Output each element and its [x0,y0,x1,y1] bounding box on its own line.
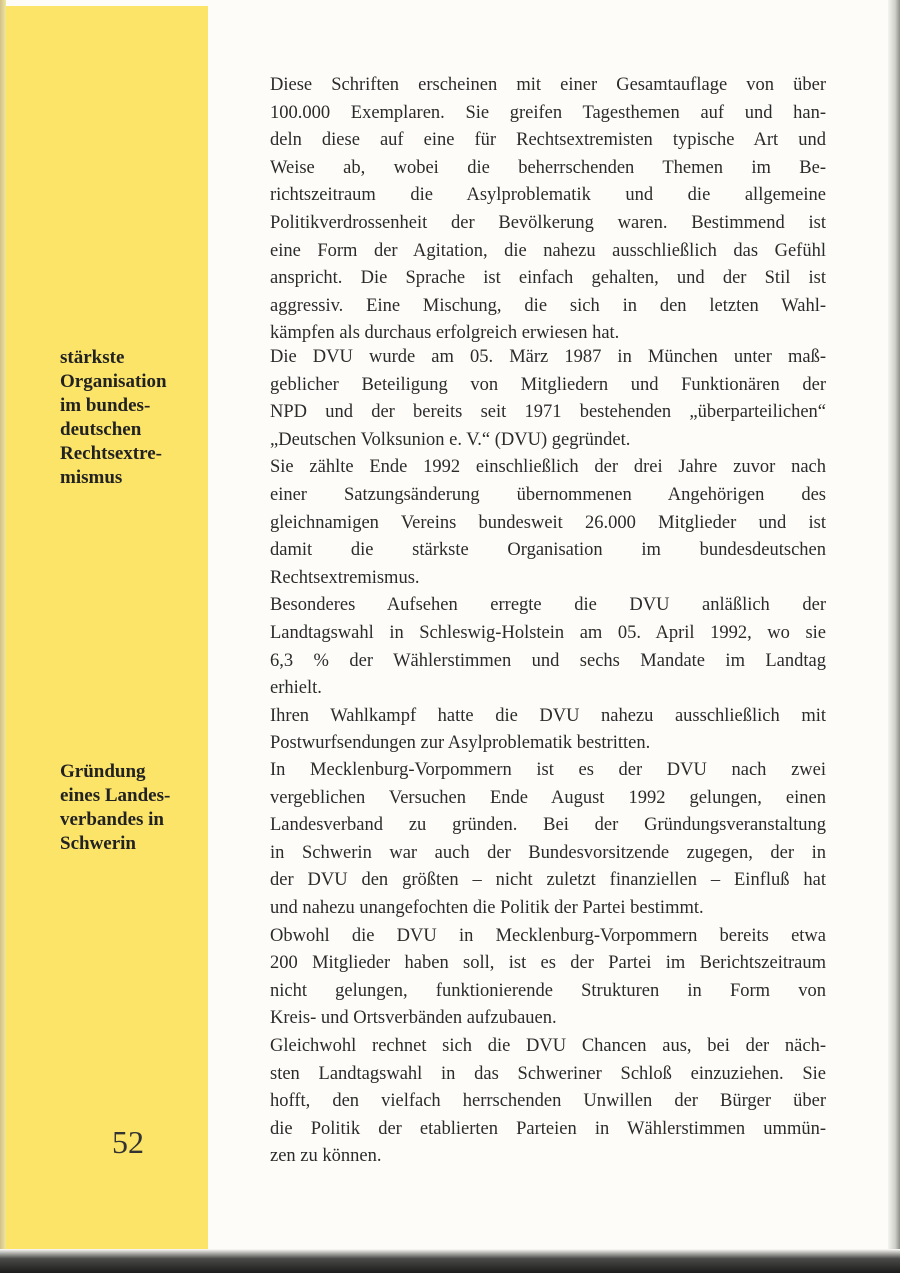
margin-note-line: verbandes in [60,809,164,830]
paragraph [270,1033,826,1171]
text-line: kämpfen als durchaus erfolgreich erwiesen hat. [270,323,620,344]
text-line: hofft, den vielfach herrschenden Unwillen der Bürger über [270,1091,826,1112]
text-line: einer Satzungsänderung übernommenen Angehörigen des [270,484,826,505]
text-line: geblicher Beteiligung von Mitgliedern und Funktionären der [270,374,826,395]
text-line: „Deutschen Volksunion e. V.“ (DVU) gegründet. [270,429,631,450]
text-block-dvu-founding [270,344,826,758]
margin-note-line: stärkste [60,347,125,368]
page-number: 52 [112,1124,144,1160]
text-block-publications [270,72,826,348]
text-block-mecklenburg [270,757,826,1171]
text-line: sten Landtagswahl in das Schweriner Schloß einzuziehen. Sie [270,1063,826,1084]
text-line: Obwohl die DVU in Mecklenburg-Vorpommern bereits etwa [270,925,826,946]
paragraph [270,72,826,348]
text-line: Kreis- und Ortsverbänden aufzubauen. [270,1008,557,1029]
text-line: Ihren Wahlkampf hatte die DVU nahezu ausschließlich mit [270,705,826,726]
margin-note-line: Schwerin [60,833,136,854]
text-line: 6,3 % der Wählerstimmen und sechs Mandate im Landtag [270,650,826,671]
text-line: Gleichwohl rechnet sich die DVU Chancen aus, bei der näch- [270,1035,826,1056]
text-line: Politikverdrossenheit der Bevölkerung waren. Bestimmend ist [270,212,826,233]
page-edge-right [888,0,900,1273]
text-line: zen zu können. [270,1146,382,1167]
margin-note-line: deutschen [60,419,142,440]
text-line: Landesverband zu gründen. Bei der Gründungsveranstaltung [270,815,826,836]
text-line: vergeblichen Versuchen Ende August 1992 gelungen, einen [270,787,826,808]
text-line: 200 Mitglieder haben soll, ist es der Partei im Berichtszeitraum [270,953,826,974]
margin-note-strongest-organisation [60,346,200,490]
margin-note-line: im bundes- [60,395,151,416]
text-line: Besonderes Aufsehen erregte die DVU anläßlich der [270,595,826,616]
text-line: in Schwerin war auch der Bundesvorsitzende zugegen, der in [270,842,826,863]
margin-note-founding-state-association [60,760,200,856]
margin-note-line: Gründung [60,761,146,782]
text-line: 100.000 Exemplaren. Sie greifen Tagesthemen auf und han- [270,102,826,123]
text-line: nicht gelungen, funktionierende Strukturen in Form von [270,980,826,1001]
text-line: der DVU den größten – nicht zuletzt finanziellen – Einfluß hat [270,870,826,891]
paragraph [270,592,826,702]
paragraph [270,454,826,592]
paragraph [270,923,826,1033]
text-line: Sie zählte Ende 1992 einschließlich der drei Jahre zuvor nach [270,457,826,478]
text-line: anspricht. Die Sprache ist einfach gehalten, und der Stil ist [270,268,826,289]
text-line: erhielt. [270,678,322,699]
text-line: damit die stärkste Organisation im bundesdeutschen [270,540,826,561]
margin-note-line: eines Landes- [60,785,171,806]
text-line: In Mecklenburg-Vorpommern ist es der DVU nach zwei [270,760,826,780]
text-line: deln diese auf eine für Rechtsextremisten typische Art und [270,130,826,151]
text-line: gleichnamigen Vereins bundesweit 26.000 Mitglieder und ist [270,512,826,533]
margin-note-line: Rechtsextre- [60,443,162,464]
text-line: Rechtsextremismus. [270,567,420,588]
text-line: Postwurfsendungen zur Asylproblematik bestritten. [270,733,651,754]
text-line: eine Form der Agitation, die nahezu ausschließlich das Gefühl [270,240,826,261]
text-line: Weise ab, wobei die beherrschenden Themen im Be- [270,157,826,178]
text-line: Landtagswahl in Schleswig-Holstein am 05. April 1992, wo sie [270,622,826,643]
text-line: Die DVU wurde am 05. März 1987 in München unter maß- [270,347,826,367]
page-edge-bottom [0,1249,900,1273]
paragraph [270,757,826,923]
paragraph [270,344,826,454]
paragraph [270,703,826,758]
text-line: aggressiv. Eine Mischung, die sich in den letzten Wahl- [270,295,826,316]
text-line: und nahezu unangefochten die Politik der Partei bestimmt. [270,897,704,918]
text-line: die Politik der etablierten Parteien in Wählerstimmen ummün- [270,1118,826,1139]
margin-note-line: mismus [60,467,123,488]
text-line: NPD und der bereits seit 1971 bestehenden „überparteilichen“ [270,402,826,423]
margin-sidebar [6,6,208,1250]
text-line: Diese Schriften erscheinen mit einer Gesamtauflage von über [270,75,826,95]
margin-note-line: Organisation [60,371,167,392]
text-line: richtszeitraum die Asylproblematik und die allgemeine [270,185,826,206]
